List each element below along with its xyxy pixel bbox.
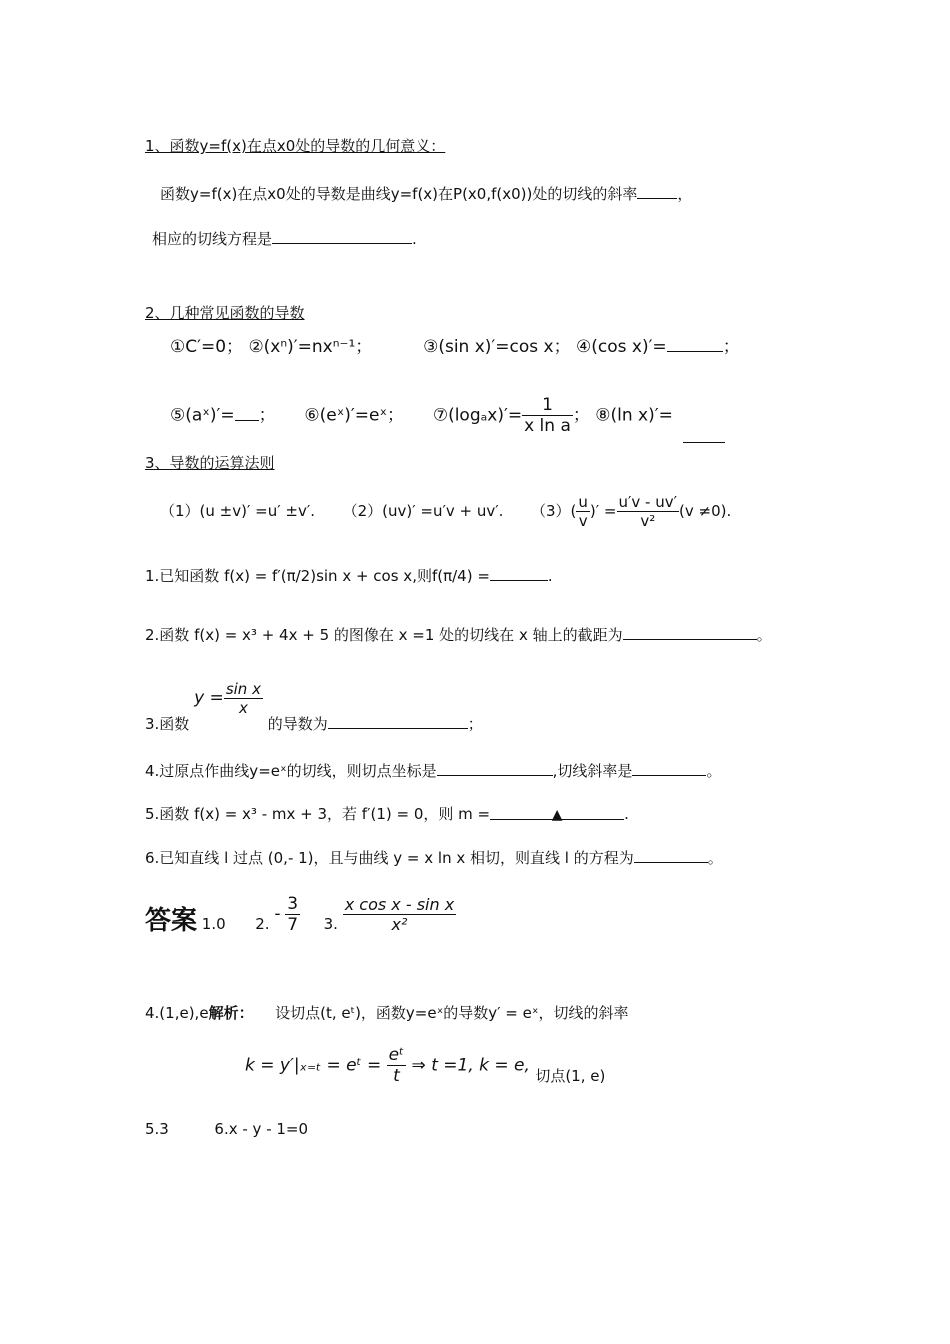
question-1 — [145, 565, 553, 586]
section3-title: 3、导数的运算法则 — [145, 454, 275, 472]
question-3-prefix: 3.函数 — [145, 715, 190, 733]
equation-denominator: t — [387, 1065, 406, 1086]
formula-ln: ⑧(ln x)′= — [595, 405, 673, 426]
question-4 — [145, 760, 721, 781]
question-3-post: 的导数为 — [267, 715, 328, 733]
quotient-uv — [576, 493, 590, 530]
answers-row-last — [145, 1120, 308, 1138]
quotient-v: v — [576, 511, 590, 530]
section1-line1 — [160, 183, 692, 204]
equation-left: k = y′|ₓ₌ₜ = eᵗ = — [245, 1055, 382, 1076]
rule-product: （2）(uv)′ =u′v + uv′. — [342, 502, 504, 520]
question-2 — [145, 624, 772, 645]
answer-blank — [490, 805, 624, 823]
section1-title: 1、函数y=f(x)在点x0处的导数的几何意义： — [145, 137, 446, 155]
answer-2-numerator: 3 — [287, 894, 299, 914]
rule-quotient-end: (v ≠0). — [679, 502, 732, 520]
answer-2-label: 2. — [255, 915, 270, 933]
question-3-fraction — [224, 680, 263, 717]
question-6-text: 6.已知直线 l 过点 (0,- 1)，且与曲线 y = x ln x 相切，则直线 l 的方程为 — [145, 849, 634, 867]
answer-1: 1.0 — [201, 915, 226, 933]
answers-row-1 — [145, 890, 456, 935]
section1-line1-text: 函数y=f(x)在点x0处的导数是曲线y=f(x)在P(x0,f(x0))处的切线的斜率 — [160, 185, 638, 203]
derivative-row-1 — [170, 332, 740, 357]
formula-exp-a: ⑤(aˣ)′= — [170, 405, 235, 426]
question-2-text: 2.函数 f(x) = x³ + 4x + 5 的图像在 x =1 处的切线在 x 轴上的截距为 — [145, 626, 623, 644]
answer-3-fraction — [343, 895, 456, 934]
quotient-fraction — [617, 493, 680, 530]
question-4-text: 4.过原点作曲线y=eˣ的切线，则切点坐标是 — [145, 762, 437, 780]
log-denominator: x ln a — [524, 416, 571, 436]
question-5-text: 5.函数 f(x) = x³ - mx + 3，若 f′(1) = 0，则 m = — [145, 805, 491, 823]
answer-blank — [623, 625, 757, 640]
answer-blank — [683, 430, 725, 443]
formula-sin: ③(sin x)′=cos x； — [423, 337, 571, 357]
question-6 — [145, 847, 723, 868]
answer-blank — [632, 761, 706, 776]
punct: 。 — [756, 626, 772, 644]
answer-blank — [667, 337, 723, 352]
question-5 — [145, 803, 629, 824]
punct: ； — [722, 337, 740, 357]
answer-4-text: 设切点(t, eᵗ)，函数y=eˣ的导数y′ = eˣ，切线的斜率 — [275, 1004, 629, 1022]
answer-4-label: 4.(1,e),e — [145, 1004, 209, 1022]
quotient-denominator: v² — [617, 511, 680, 530]
answer-4 — [145, 1002, 629, 1023]
rule-quotient-mid: )′ = — [589, 502, 617, 520]
answer-blank — [328, 714, 468, 729]
punct: ， — [677, 185, 693, 203]
answer-blank — [490, 566, 548, 581]
quotient-numerator: u′v - uv′ — [618, 493, 678, 511]
log-numerator: 1 — [542, 395, 553, 415]
question-1-text: 1.已知函数 f(x) = f′(π/2)sin x + cos x,则f(π/4) = — [145, 567, 490, 585]
log-fraction — [522, 395, 573, 436]
formula-cos: ④(cos x)′= — [576, 337, 667, 357]
answers-title: 答案 — [145, 906, 198, 936]
punct: . — [412, 230, 417, 248]
answer-2-denominator: 7 — [287, 915, 299, 935]
answer-4-equation — [245, 1045, 605, 1086]
punct: ； — [572, 405, 590, 426]
equation-numerator: eᵗ — [388, 1045, 405, 1065]
question-4-mid: ,切线斜率是 — [552, 762, 633, 780]
answer-4-jiexi: 解析： — [208, 1004, 254, 1022]
section1-line2-text: 相应的切线方程是 — [152, 230, 273, 248]
answer-blank — [235, 406, 259, 421]
punct: 。 — [706, 762, 722, 780]
rule-sum: （1）(u ±v)′ =u′ ±v′. — [160, 502, 316, 520]
answer-blank — [634, 848, 708, 863]
answer-3-numerator: x cos x - sin x — [344, 895, 455, 914]
equation-fraction — [387, 1045, 406, 1086]
triangle-mark-icon: ▲ — [551, 807, 563, 823]
answer-6: 6.x - y - 1=0 — [214, 1120, 309, 1138]
punct: . — [547, 567, 553, 585]
section1-line2 — [152, 228, 417, 249]
answer-blank — [272, 229, 412, 244]
punct: ； — [467, 715, 483, 733]
section2-title: 2、几种常见函数的导数 — [145, 304, 305, 322]
formula-exp-e: ⑥(eˣ)′=eˣ； — [304, 405, 405, 426]
answer-3-label: 3. — [323, 915, 338, 933]
rule-quotient-open: （3）( — [530, 502, 577, 520]
question-3-numerator: sin x — [225, 680, 261, 698]
punct: 。 — [707, 849, 723, 867]
answer-2-fraction — [285, 894, 300, 935]
answer-blank — [437, 761, 553, 776]
punct: . — [624, 805, 629, 823]
formula-log: ⑦(logₐx)′= — [432, 405, 523, 426]
answer-2-sign: - — [274, 904, 281, 924]
tangent-point: 切点(1, e) — [535, 1066, 606, 1085]
rules-row — [160, 493, 731, 530]
quotient-u: u — [578, 493, 588, 511]
formula-constant: ①C′=0； — [170, 337, 244, 357]
answer-5: 5.3 — [145, 1120, 169, 1138]
equation-right: ⇒ t =1, k = e, — [411, 1055, 530, 1076]
formula-power: ②(xⁿ)′=nxⁿ⁻¹； — [248, 337, 373, 357]
derivative-row-2 — [170, 395, 673, 436]
question-3 — [145, 680, 483, 733]
question-3-denominator: x — [224, 698, 263, 717]
question-3-y: y = — [194, 688, 224, 708]
answer-blank — [637, 184, 677, 199]
answer-3-denominator: x² — [343, 914, 456, 934]
punct: ； — [258, 405, 276, 426]
